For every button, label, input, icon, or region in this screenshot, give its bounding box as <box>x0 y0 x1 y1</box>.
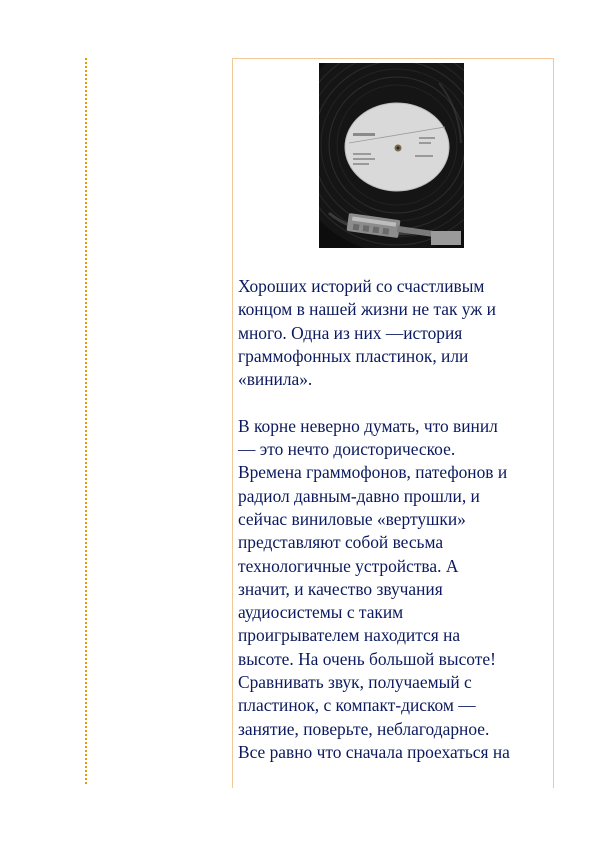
vinyl-record-icon <box>319 63 464 248</box>
article-paragraph-2: В корне неверно думать, что винил — это нечто доисторическое. Времена граммофонов, патефонов и радиол давным-давно прошли, и сейчас виниловые «вертушки» представляют собой весьма технологичные устройства. А значит, и качество звучания аудиосистемы с таким проигрывателем находится на высоте. На очень большой высоте! Сравнивать звук, получаемый с пластинок, с компакт-диском — занятие, поверьте, неблагодарное. Все равно что сначала проехаться на <box>238 415 510 762</box>
article-paragraph-1: Хороших историй со счастливым концом в нашей жизни не так уж и много. Одна из них —история граммофонных пластинок, или «винила». <box>238 276 496 390</box>
article-text <box>238 275 550 764</box>
vinyl-record-photo <box>319 63 464 248</box>
margin-dotted-rule <box>85 58 87 784</box>
article-frame <box>232 58 554 788</box>
